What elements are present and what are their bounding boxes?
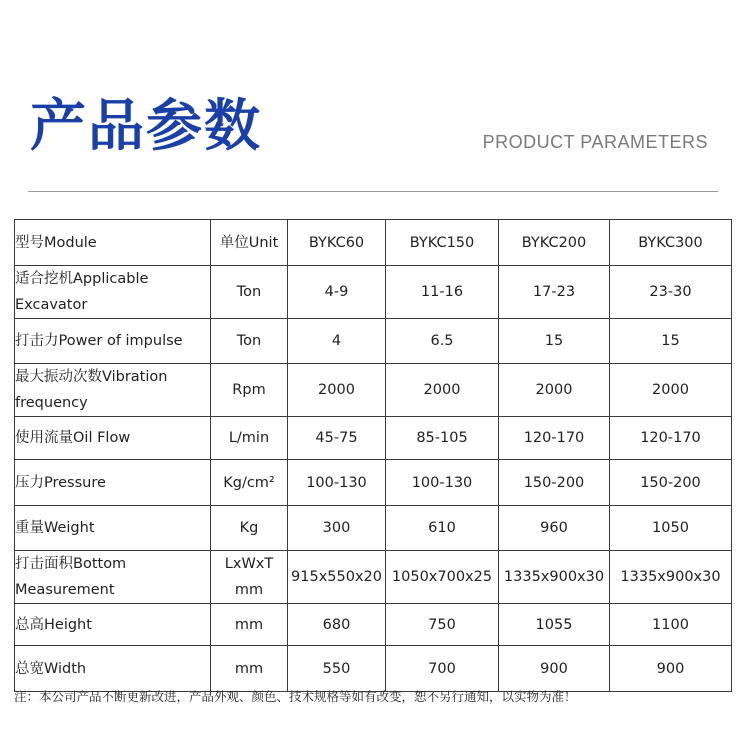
row-label: 总高Height (15, 604, 211, 646)
row-value: 900 (499, 646, 610, 692)
row-value: 120-170 (499, 417, 610, 460)
row-value: 1050x700x25 (386, 551, 499, 604)
page-title: 产品参数 (30, 94, 262, 159)
table-row (15, 266, 732, 319)
row-value: 23-30 (610, 266, 732, 319)
row-value: 4 (288, 319, 386, 364)
header-cell-model: BYKC60 (288, 220, 386, 266)
row-value: 2000 (288, 364, 386, 417)
row-value: 2000 (386, 364, 499, 417)
row-value: 2000 (499, 364, 610, 417)
page-subtitle: PRODUCT PARAMETERS (482, 132, 708, 152)
row-label: 打击面积Bottom Measurement (15, 551, 211, 604)
divider (28, 191, 718, 192)
header-cell-model: BYKC300 (610, 220, 732, 266)
table-row (15, 460, 732, 506)
row-value: 11-16 (386, 266, 499, 319)
row-value: 1335x900x30 (610, 551, 732, 604)
row-unit: mm (211, 604, 288, 646)
row-value: 1335x900x30 (499, 551, 610, 604)
row-value: 150-200 (499, 460, 610, 506)
row-value: 2000 (610, 364, 732, 417)
row-label: 打击力Power of impulse (15, 319, 211, 364)
row-value: 610 (386, 506, 499, 551)
row-value: 4-9 (288, 266, 386, 319)
row-unit: Ton (211, 266, 288, 319)
row-unit: Ton (211, 319, 288, 364)
row-value: 1050 (610, 506, 732, 551)
row-value: 45-75 (288, 417, 386, 460)
row-unit: L/min (211, 417, 288, 460)
table-header-row (15, 220, 732, 266)
row-value: 17-23 (499, 266, 610, 319)
row-label: 压力Pressure (15, 460, 211, 506)
row-value: 120-170 (610, 417, 732, 460)
table-row (15, 364, 732, 417)
table-row (15, 604, 732, 646)
row-label: 使用流量Oil Flow (15, 417, 211, 460)
header-cell-model: BYKC200 (499, 220, 610, 266)
row-value: 900 (610, 646, 732, 692)
row-value: 150-200 (610, 460, 732, 506)
row-value: 700 (386, 646, 499, 692)
row-label: 总宽Width (15, 646, 211, 692)
row-unit: Kg (211, 506, 288, 551)
row-value: 915x550x20 (288, 551, 386, 604)
row-unit: Rpm (211, 364, 288, 417)
row-value: 750 (386, 604, 499, 646)
header-cell-module: 型号Module (15, 220, 211, 266)
header-cell-unit: 单位Unit (211, 220, 288, 266)
table-row (15, 551, 732, 604)
row-value: 6.5 (386, 319, 499, 364)
table-row (15, 506, 732, 551)
row-value: 960 (499, 506, 610, 551)
row-label: 最大振动次数Vibration frequency (15, 364, 211, 417)
row-value: 85-105 (386, 417, 499, 460)
row-unit: Kg/cm² (211, 460, 288, 506)
row-value: 15 (610, 319, 732, 364)
row-value: 15 (499, 319, 610, 364)
row-value: 1100 (610, 604, 732, 646)
table-row (15, 646, 732, 692)
row-value: 680 (288, 604, 386, 646)
row-value: 100-130 (288, 460, 386, 506)
disclaimer-note: 注：本公司产品不断更新改进，产品外观、颜色、技术规格等如有改变，恕不另行通知，以实物为准！ (14, 689, 577, 704)
row-label: 重量Weight (15, 506, 211, 551)
header-cell-model: BYKC150 (386, 220, 499, 266)
table-row (15, 319, 732, 364)
row-value: 300 (288, 506, 386, 551)
row-value: 1055 (499, 604, 610, 646)
row-unit: LxWxT mm (211, 551, 288, 604)
parameters-table (14, 219, 732, 692)
row-value: 550 (288, 646, 386, 692)
row-unit: mm (211, 646, 288, 692)
row-value: 100-130 (386, 460, 499, 506)
table-row (15, 417, 732, 460)
row-label: 适合挖机Applicable Excavator (15, 266, 211, 319)
